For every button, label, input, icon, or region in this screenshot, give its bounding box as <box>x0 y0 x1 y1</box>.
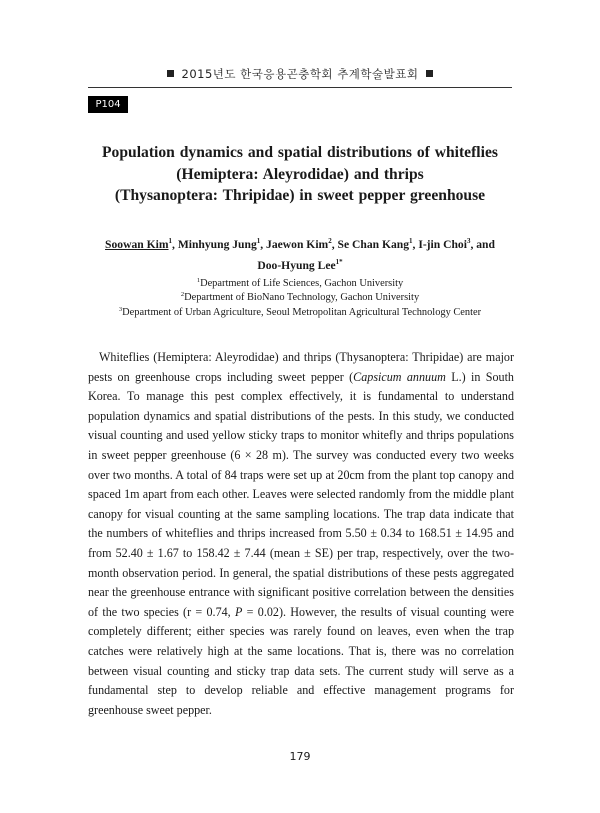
author-list <box>70 234 530 276</box>
abstract-body <box>88 348 514 720</box>
abstract-text: = 0.02). However, the results of visual counting were completely different; either species was rarely found on leaves, even when the trap catches were relatively high at the same locations. That is, there was no correlation between visual counting and sticky trap data sets. The current study will serve as a fundamental step to develop reliable and effective management programs for greenhouse sweet pepper. <box>88 604 515 717</box>
author-name: I-jin Choi <box>418 238 467 251</box>
conference-title: 2015년도 한국응용곤충학회 추계학술발표회 <box>181 67 419 81</box>
affiliation-sup: 1 <box>196 277 201 284</box>
affiliation-text: Department of Urban Agriculture, Seoul Metropolitan Agricultural Technology Center <box>122 306 482 318</box>
author-sup: 1 <box>168 237 173 245</box>
title-line: Population dynamics and spatial distributions of whiteflies <box>102 144 498 161</box>
square-bullet-icon <box>167 70 174 77</box>
author-sup: 1 <box>256 237 261 245</box>
author-sup: 2 <box>328 237 332 245</box>
header-rule <box>88 87 512 88</box>
affiliation-line <box>70 306 530 320</box>
title-line: (Thysanoptera: Thripidae) in sweet pepper greenhouse <box>114 187 486 204</box>
affiliations <box>70 277 530 320</box>
abstract-text: Whiteflies (Hemiptera: Aleyrodidae) and thrips (Thysanoptera: Thripidae) are major pests on greenhouse crops including sweet pepper ( <box>88 350 514 384</box>
author-and: and <box>476 238 495 251</box>
title-line: (Hemiptera: Aleyrodidae) and thrips <box>176 165 424 183</box>
author-name: Minhyung Jung <box>177 238 257 251</box>
author-name: Jaewon Kim <box>266 238 329 251</box>
affiliation-sup: 3 <box>118 305 123 313</box>
conference-header <box>0 66 600 82</box>
p-symbol: P <box>235 604 243 619</box>
author-line: Soowan Kim$^1$, Minhyung Jung$^1$, Jaewon Kim$^2$, Se Chan Kang$^1$, I-jin Choi$^3$, and <box>105 237 495 251</box>
square-bullet-icon <box>426 70 433 77</box>
page-number: 179 <box>289 750 311 763</box>
author-sup: 1 <box>409 237 413 245</box>
paper-title <box>70 142 530 207</box>
corresponding-author: Doo-Hyung Lee <box>257 259 336 272</box>
author-line <box>70 255 530 276</box>
abstract-text: L.) in South Korea. To manage this pest complex effectively, it is fundamental to understand population dynamics and spatial distributions of the pests. In this study, we conducted visual counting and used yellow sticky traps to monitor whitefly and thrips populations in sweet pepper greenhouse (6 × 28 m). The survey was conducted every two weeks over two months. A total of 84 traps were set up at 20cm from the plant top canopy and spaced 1m apart from each other. Leaves were selected randomly from the middle plant canopy for visual counting at the same sampling locations. The trap data indicate that the numbers of whiteflies and thrips increased from 5.50 ± 0.34 to 168.51 ± 14.95 and from 52.40 ± 1.67 to 158.42 ± 7.44 (mean ± SE) per trap, respectively, over the two-month observation period. In general, the spatial distributions of these pests aggregated near the greenhouse entrance with significant positive correlation between the densities of the two species (r = 0.74, <box>88 369 514 619</box>
author-sup: 1* <box>335 258 343 266</box>
affiliation-text: Department of Life Sciences, Gachon University <box>200 278 404 289</box>
affiliation-line <box>70 291 530 305</box>
affiliation-text: Department of BioNano Technology, Gachon University <box>184 292 420 304</box>
affiliation-line <box>70 277 530 291</box>
poster-code-badge: P104 <box>88 96 128 113</box>
affiliation-sup: 2 <box>180 291 185 299</box>
presenting-author: Soowan Kim <box>105 238 169 251</box>
author-name: Se Chan Kang <box>337 238 410 251</box>
species-name: Capsicum annuum <box>353 369 446 384</box>
author-sup: 3 <box>466 237 471 245</box>
